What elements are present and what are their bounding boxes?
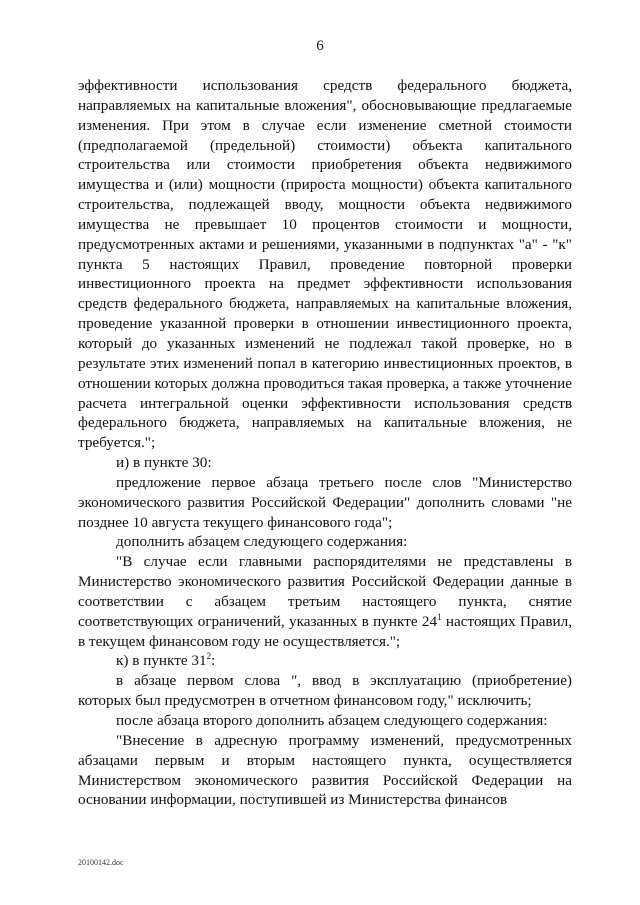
file-name-footer: 20100142.doc <box>78 858 124 867</box>
paragraph-p7: в абзаце первом слова ", ввод в эксплуатацию (приобретение) которых был предусмотрен в отчетном финансовом году," исключить; <box>78 672 572 710</box>
paragraph-p4: дополнить абзацем следующего содержания: <box>116 533 408 551</box>
superscript: 2 <box>206 651 212 662</box>
superscript: 1 <box>437 611 442 622</box>
paragraph-p5 <box>78 552 572 651</box>
paragraph-p6-text-after: : <box>211 652 216 670</box>
page-number: 6 <box>316 38 324 54</box>
paragraph-p3: предложение первое абзаца третьего после слов "Министерство экономического развития Российской Федерации" дополнить словами "не позднее 10 августа текущего финансового года"; <box>78 473 572 531</box>
paragraph-p5-text-after: настоящих Правил, в текущем финансовом году не осуществляется."; <box>78 612 572 650</box>
paragraph-p2: и) в пункте 30: <box>116 454 212 472</box>
paragraph-p9: "Внесение в адресную программу изменений, предусмотренных абзацами первым и вторым настоящего пункта, осуществляется Министерством экономического развития Российской Федерации на основании информации, поступившей из Министерства финансов <box>78 731 572 809</box>
paragraph-p6 <box>78 651 572 671</box>
paragraph-p1: эффективности использования средств федерального бюджета, направляемых на капитальные вложения", обосновывающие предлагаемые изменения. При этом в случае если изменение сметной стоимости (предполагаемой (предельной) стоимости) объекта капитального строительства или стоимости приобретения объекта недвижимого имущества и (или) мощности (прироста мощности) объекта капитального строительства, подлежащей вводу, мощности объекта недвижимого имущества не превышает 10 процентов стоимости и мощности, предусмотренных актами и решениями, указанными в подпунктах "а" - "к" пункта 5 настоящих Правил, проведение повторной проверки инвестиционного проекта на предмет эффективности использования средств федерального бюджета, направляемых на капитальные вложения, проведение указанной проверки в отношении инвестиционного проекта, который до указанных изменений не подлежал такой проверке, но в результате этих изменений попал в категорию инвестиционных проектов, в отношении которых должна проводиться такая проверка, а также уточнение расчета интегральной оценки эффективности использования средств федерального бюджета, направляемых на капитальные вложения, не требуется."; <box>78 77 572 452</box>
paragraph-p6-text-before: к) в пункте 31 <box>116 652 207 670</box>
paragraph-p5-text-before: "В случае если главными распорядителями не представлены в Министерство экономического развития Российской Федерации данные в соответствии с абзацем третьим настоящего пункта, снятие соответствующих ограничений, указанных в пункте 24 <box>78 553 572 630</box>
paragraph-p8: после абзаца второго дополнить абзацем следующего содержания: <box>116 712 548 729</box>
document-body <box>78 76 572 810</box>
